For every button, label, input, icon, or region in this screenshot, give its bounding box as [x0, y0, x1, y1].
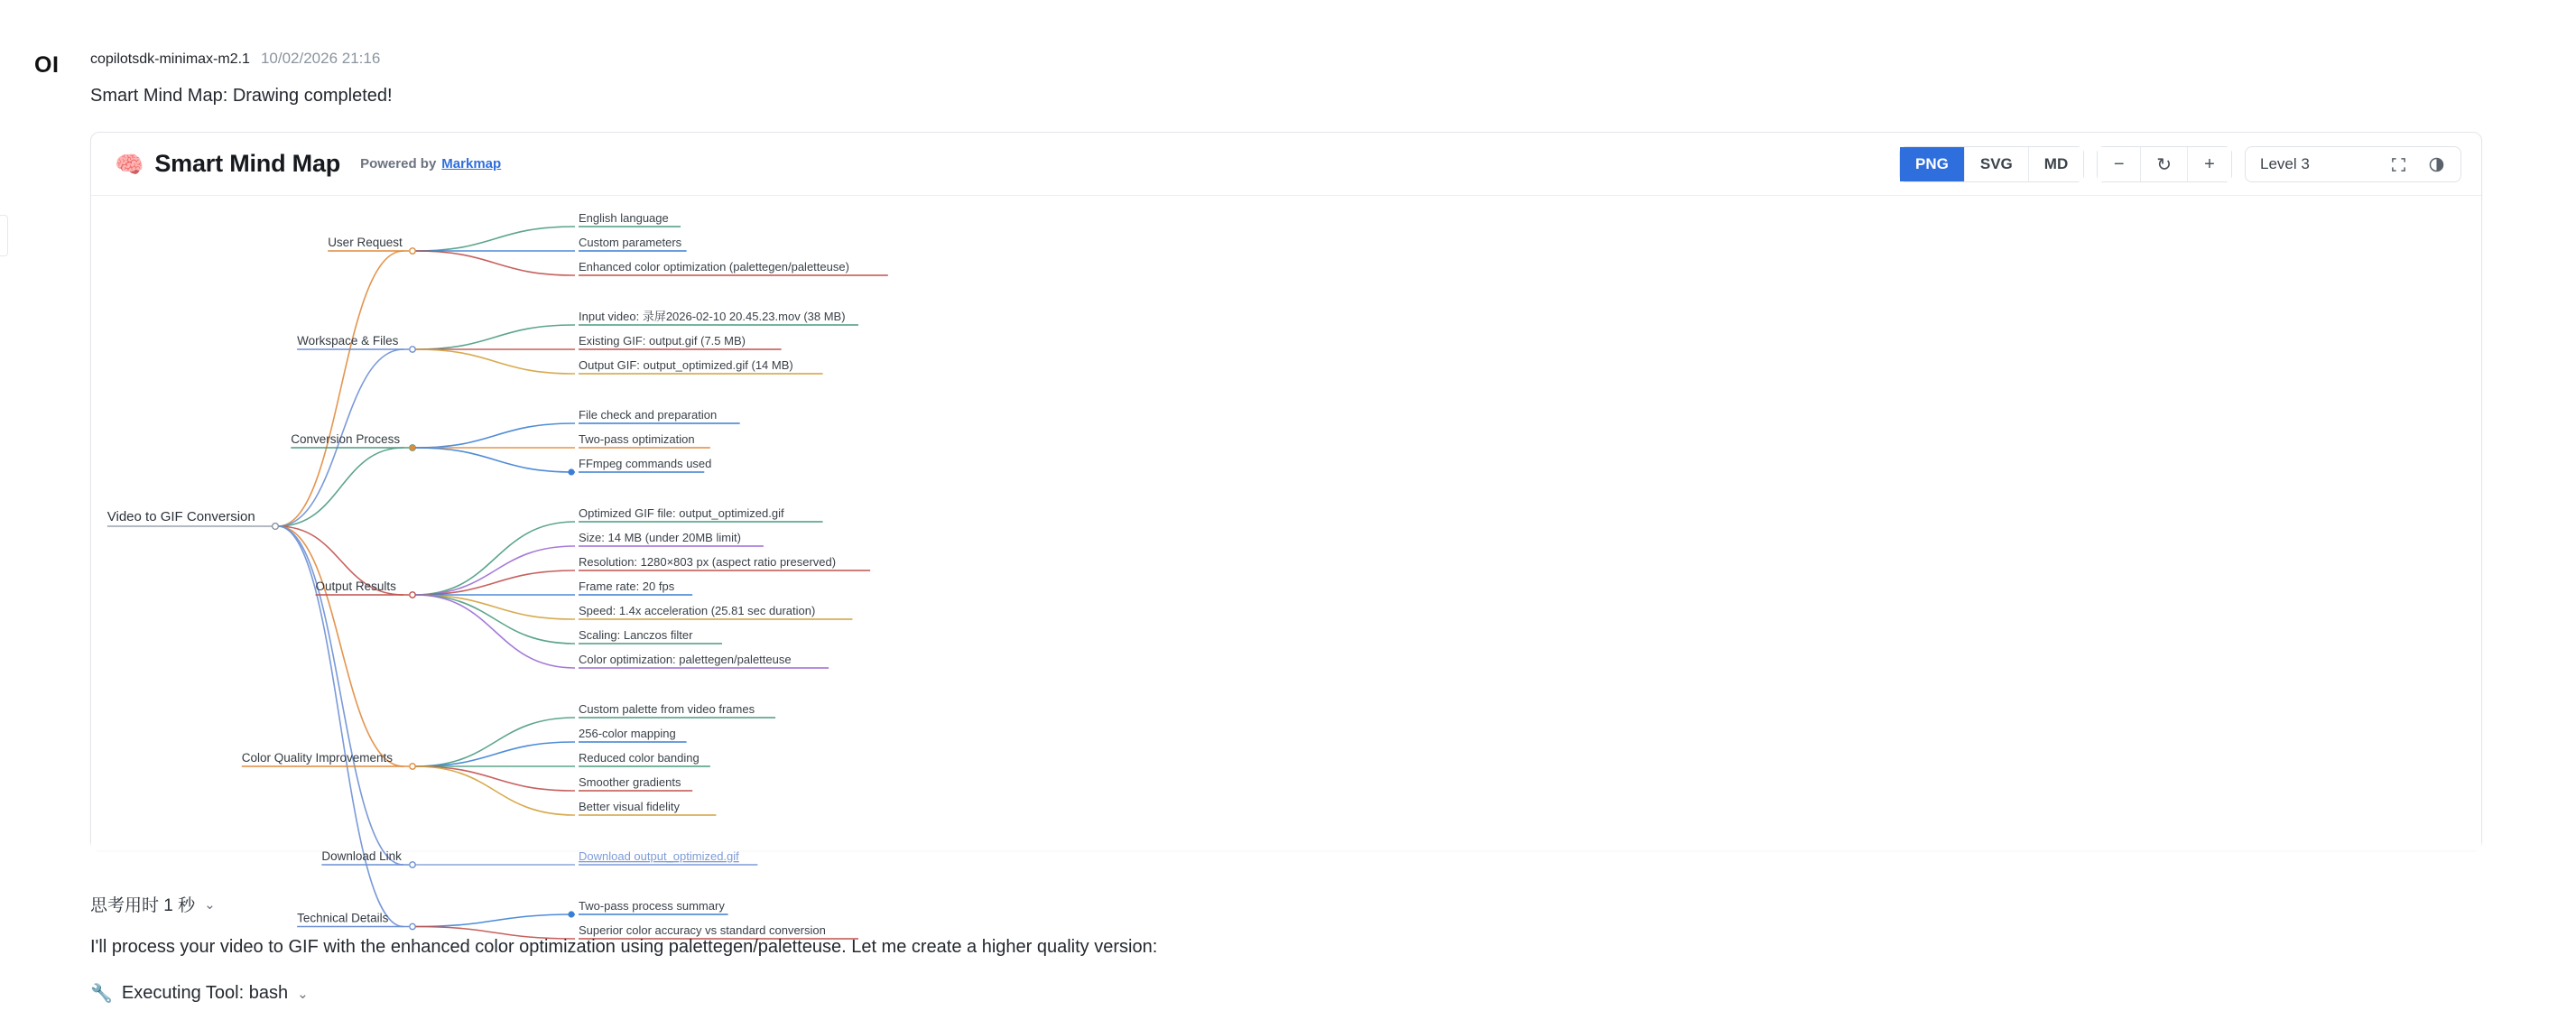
- mindmap-branch-label: Download Link: [321, 849, 402, 863]
- mindmap-leaf-label: Two-pass process summary: [579, 899, 725, 913]
- contrast-icon[interactable]: [2419, 147, 2453, 181]
- mindmap-leaf-label: Color optimization: palettegen/paletteuse: [579, 653, 792, 666]
- mindmap-branch-label: Technical Details: [297, 911, 389, 925]
- left-edge-tab[interactable]: [0, 215, 8, 256]
- mindmap-branch-node[interactable]: [410, 862, 415, 867]
- zoom-group: [2097, 146, 2232, 182]
- mindmap-leaf-label: Two-pass optimization: [579, 432, 695, 446]
- message-author: copilotsdk-minimax-m2.1: [90, 51, 250, 67]
- mindmap-leaf-label: Reduced color banding: [579, 751, 700, 765]
- mindmap-leaf-label: FFmpeg commands used: [579, 457, 712, 470]
- mindmap-leaf-label: English language: [579, 211, 669, 225]
- mindmap-branch-label: User Request: [328, 236, 403, 249]
- mindmap-root-label: Video to GIF Conversion: [107, 509, 255, 524]
- mindmap-root-node[interactable]: [273, 524, 279, 530]
- chevron-down-icon[interactable]: ⌄: [297, 986, 309, 1002]
- mindmap-leaf-label: Custom palette from video frames: [579, 702, 755, 716]
- export-format-group: [1899, 146, 2084, 182]
- zoom-reset-button[interactable]: ↻: [2141, 147, 2188, 181]
- brain-icon: 🧠: [115, 150, 144, 178]
- mindmap-leaf-label: Speed: 1.4x acceleration (25.81 sec duration): [579, 604, 816, 617]
- thinking-summary[interactable]: [90, 892, 216, 916]
- mindmap-leaf-label: Superior color accuracy vs standard conversion: [579, 923, 826, 937]
- page-title: Smart Mind Map: [154, 150, 341, 177]
- mindmap-nodes: [107, 211, 888, 939]
- wrench-icon: 🔧: [90, 984, 113, 1004]
- mindmap-branch-label: Output Results: [315, 580, 396, 593]
- mindmap-accent-node[interactable]: [568, 468, 574, 475]
- toolbar-actions: [1899, 133, 2461, 196]
- level-label[interactable]: Level 3: [2260, 155, 2310, 172]
- mindmap-branch-label: Workspace & Files: [297, 334, 399, 348]
- markmap-link[interactable]: Markmap: [441, 156, 502, 172]
- export-png-button[interactable]: PNG: [1900, 147, 1965, 181]
- export-md-button[interactable]: MD: [2029, 147, 2083, 181]
- assistant-paragraph: I'll process your video to GIF with the enhanced color optimization using palettegen/paletteuse. Let me create a higher quality version:: [90, 937, 1158, 957]
- mindmap-leaf-label: Frame rate: 20 fps: [579, 580, 675, 593]
- mindmap-branch-node[interactable]: [410, 923, 415, 929]
- mindmap-leaf-label: Smoother gradients: [579, 775, 681, 789]
- powered-by-label: Powered by: [360, 156, 437, 172]
- mindmap-branch-node[interactable]: [410, 347, 415, 352]
- message-timestamp: 10/02/2026 21:16: [260, 50, 381, 67]
- avatar: OI: [34, 52, 60, 78]
- chevron-down-icon[interactable]: ⌄: [204, 896, 216, 913]
- level-icons: [2381, 147, 2460, 181]
- level-group: [2245, 146, 2461, 182]
- mindmap-leaf-label: Size: 14 MB (under 20MB limit): [579, 531, 741, 544]
- mindmap-branch-label: Color Quality Improvements: [241, 751, 394, 765]
- mindmap-branch-node[interactable]: [410, 592, 415, 598]
- tool-execution-row[interactable]: [90, 982, 309, 1005]
- mindmap-accent-node[interactable]: [568, 911, 574, 917]
- brand: [115, 150, 340, 178]
- mindmap-leaf-label: Resolution: 1280×803 px (aspect ratio preserved): [579, 555, 837, 569]
- mindmap-accent-node[interactable]: [410, 445, 415, 450]
- export-svg-button[interactable]: SVG: [1965, 147, 2029, 181]
- mindmap-leaf-link[interactable]: Download output_optimized.gif: [579, 849, 739, 863]
- mindmap-branch-label: Conversion Process: [291, 432, 401, 446]
- mindmap-leaf-label: 256-color mapping: [579, 727, 676, 740]
- mindmap-leaf-label: Enhanced color optimization (palettegen/paletteuse): [579, 260, 849, 274]
- mindmap-leaf-label: Better visual fidelity: [579, 800, 680, 813]
- mindmap-branch-node[interactable]: [410, 248, 415, 254]
- thinking-label: 思考用时 1 秒: [90, 896, 196, 915]
- tool-execution-label: Executing Tool: bash: [121, 983, 289, 1003]
- mindmap-leaf-label: Optimized GIF file: output_optimized.gif: [579, 506, 784, 520]
- message-header: [90, 50, 380, 68]
- zoom-out-button[interactable]: −: [2098, 147, 2141, 181]
- mindmap-leaf-label: Input video: 录屏2026-02-10 20.45.23.mov (38 MB): [579, 310, 846, 323]
- mindmap-leaf-label: Output GIF: output_optimized.gif (14 MB): [579, 358, 793, 372]
- powered-by: [360, 156, 501, 172]
- mindmap-branch-node[interactable]: [410, 764, 415, 769]
- mindmap-leaf-label: Custom parameters: [579, 236, 682, 249]
- mindmap-leaf-label: File check and preparation: [579, 408, 718, 422]
- message-subtitle: Smart Mind Map: Drawing completed!: [90, 86, 393, 106]
- mindmap-toolbar: [91, 133, 2481, 196]
- zoom-in-button[interactable]: +: [2188, 147, 2231, 181]
- fullscreen-icon[interactable]: [2381, 147, 2415, 181]
- mindmap-leaf-label: Existing GIF: output.gif (7.5 MB): [579, 334, 746, 348]
- mindmap-leaf-label: Scaling: Lanczos filter: [579, 628, 693, 642]
